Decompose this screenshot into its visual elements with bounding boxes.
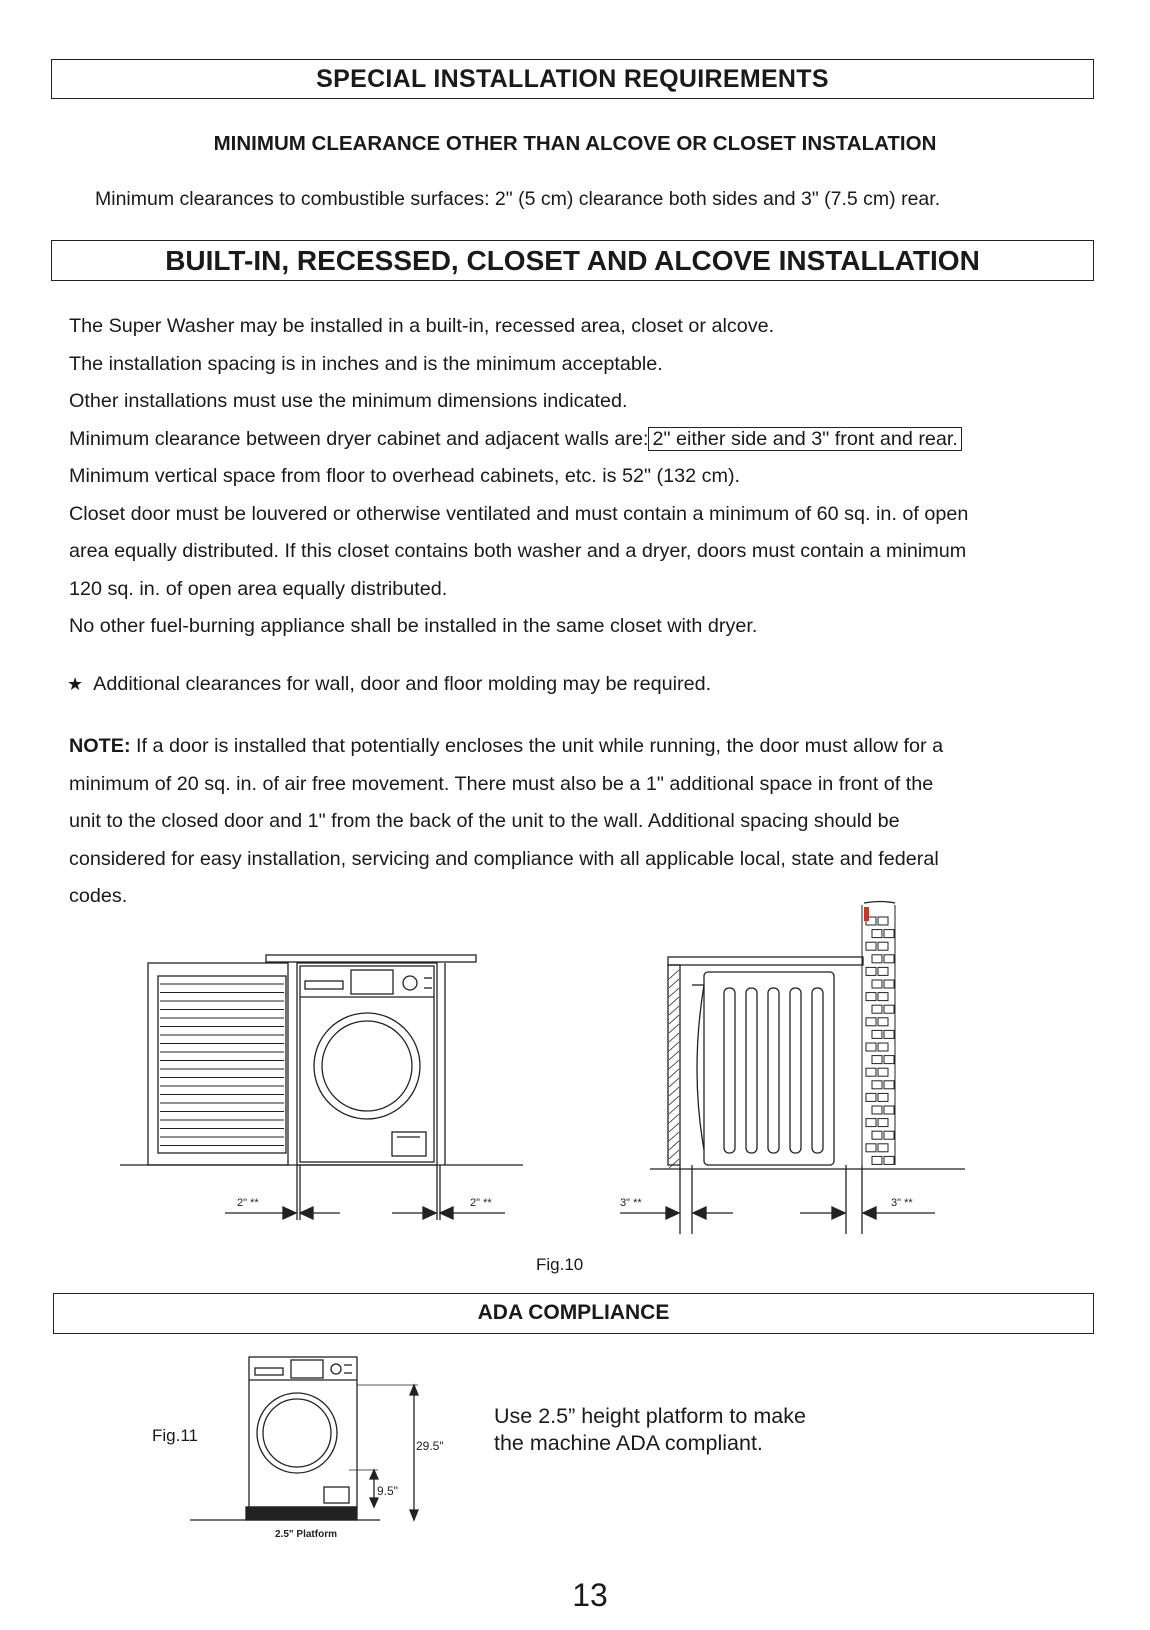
- hatch-line: [669, 1060, 679, 1069]
- brick: [878, 1093, 888, 1101]
- washer-front-body: [297, 963, 437, 1165]
- brick: [866, 1068, 876, 1076]
- detergent-drawer: [255, 1368, 283, 1375]
- side-rib: [746, 988, 757, 1153]
- note-line: codes.: [69, 885, 128, 907]
- brick: [872, 930, 882, 938]
- star-icon: ★: [67, 674, 84, 694]
- arrow-head-icon: [863, 1207, 876, 1219]
- louver-panel: [158, 976, 286, 1153]
- side-rib: [812, 988, 823, 1153]
- door-inner-ring: [322, 1021, 412, 1111]
- brick: [884, 930, 894, 938]
- brick: [878, 993, 888, 1001]
- side-rib: [768, 988, 779, 1153]
- brick-wall: [862, 905, 895, 1165]
- front-view-diagram: [120, 955, 523, 1220]
- wall-marker: [864, 907, 869, 921]
- figure-11-caption: Fig.11: [152, 1426, 198, 1445]
- arrow-head-icon: [832, 1207, 845, 1219]
- arrow-head-icon: [410, 1385, 418, 1395]
- section-title-ada: ADA COMPLIANCE: [53, 1293, 1094, 1334]
- brick: [878, 1144, 888, 1152]
- washer-door-profile: [697, 985, 704, 1150]
- filter-hatch: [392, 1132, 426, 1156]
- brick: [872, 1081, 882, 1089]
- arrow-head-icon: [693, 1207, 706, 1219]
- instruction-line: area equally distributed. If this closet contains both washer and a dryer, doors must contain a minimum: [69, 540, 967, 562]
- brick: [866, 1093, 876, 1101]
- brick: [872, 1056, 882, 1064]
- arrow-head-icon: [283, 1207, 296, 1219]
- brick: [884, 1156, 894, 1164]
- brick: [866, 993, 876, 1001]
- brick: [872, 1131, 882, 1139]
- minimum-clearance-subtitle: MINIMUM CLEARANCE OTHER THAN ALCOVE OR CLOSET INSTALATION: [213, 132, 937, 155]
- hatch-line: [669, 1159, 679, 1168]
- arrow-head-icon: [666, 1207, 679, 1219]
- note-line: minimum of 20 sq. in. of air free movement. There must also be a 1" additional space in front of the: [69, 772, 934, 795]
- hatch-line: [669, 988, 679, 997]
- ada-text-line: the machine ADA compliant.: [494, 1431, 763, 1455]
- brick: [884, 980, 894, 988]
- door-outer-ring: [314, 1013, 420, 1119]
- brick: [872, 1030, 882, 1038]
- note-line: unit to the closed door and 1" from the back of the unit to the wall. Additional spacing should be: [69, 810, 900, 832]
- brick: [872, 1106, 882, 1114]
- brick: [884, 1030, 894, 1038]
- brick: [878, 967, 888, 975]
- brick: [872, 980, 882, 988]
- brick: [866, 1018, 876, 1026]
- side-left-clearance-label: 3" **: [620, 1197, 642, 1209]
- ada-diagram: [190, 1357, 444, 1540]
- hatch-line: [669, 1150, 679, 1159]
- platform-label: 2.5" Platform: [275, 1529, 337, 1540]
- brick: [878, 1119, 888, 1127]
- brick: [866, 1043, 876, 1051]
- hatch-line: [669, 1105, 679, 1114]
- note-label: NOTE:: [69, 735, 131, 757]
- hatch-line: [669, 997, 679, 1006]
- brick: [866, 967, 876, 975]
- star-note-text: Additional clearances for wall, door and floor molding may be required.: [93, 673, 712, 695]
- hatch-line: [669, 970, 679, 979]
- hatch-line: [669, 1078, 679, 1087]
- side-rib: [724, 988, 735, 1153]
- framed-clearance-text: 2" either side and 3" front and rear.: [648, 427, 961, 451]
- door-inner-ring: [263, 1399, 331, 1467]
- louver-slats: [160, 984, 284, 1146]
- louvered-cabinet: [148, 963, 288, 1165]
- note-text: If a door is installed that potentially encloses the unit while running, the door must allow for a: [130, 735, 944, 757]
- display-panel: [351, 970, 393, 994]
- instruction-line: Minimum vertical space from floor to overhead cabinets, etc. is 52" (132 cm).: [69, 465, 741, 487]
- hatch-line: [669, 1069, 679, 1078]
- arrow-head-icon: [370, 1498, 378, 1507]
- arrow-head-icon: [300, 1207, 313, 1219]
- brick: [866, 1119, 876, 1127]
- ada-text-line: Use 2.5” height platform to make: [494, 1404, 806, 1428]
- height-label: 29.5": [416, 1439, 444, 1453]
- hatch-line: [669, 1006, 679, 1015]
- hatch-line: [669, 1051, 679, 1060]
- instruction-line: The installation spacing is in inches and is the minimum acceptable.: [69, 352, 663, 375]
- instruction-line: Closet door must be louvered or otherwise ventilated and must contain a minimum of 60 sq. in. of open: [69, 502, 969, 525]
- section-title-builtin: BUILT-IN, RECESSED, CLOSET AND ALCOVE INSTALLATION: [51, 240, 1094, 281]
- brick: [872, 1005, 882, 1013]
- instruction-line: 120 sq. in. of open area equally distributed.: [69, 577, 448, 600]
- brick: [884, 1131, 894, 1139]
- side-right-clearance-label: 3" **: [891, 1197, 913, 1209]
- display-panel: [291, 1360, 323, 1378]
- brick: [878, 1068, 888, 1076]
- brick: [878, 1018, 888, 1026]
- detergent-drawer: [305, 981, 343, 989]
- hatch-line: [669, 1132, 679, 1141]
- arrow-head-icon: [370, 1470, 378, 1479]
- hatch-line: [669, 1096, 679, 1105]
- brick: [884, 1005, 894, 1013]
- brick: [866, 1144, 876, 1152]
- brick: [878, 1043, 888, 1051]
- arrow-head-icon: [410, 1510, 418, 1520]
- figure-10-caption: Fig.10: [536, 1255, 584, 1274]
- knob-icon: [331, 1364, 341, 1374]
- hatch-line: [669, 1114, 679, 1123]
- brick: [884, 1106, 894, 1114]
- instruction-line: The Super Washer may be installed in a built-in, recessed area, closet or alcove.: [69, 315, 775, 337]
- wall-break-line: [864, 902, 895, 904]
- knob-icon: [403, 976, 417, 990]
- brick: [872, 955, 882, 963]
- arrow-head-icon: [423, 1207, 436, 1219]
- front-left-clearance-label: 2" **: [237, 1197, 259, 1209]
- hatch-line: [669, 1123, 679, 1132]
- hatch-line: [669, 1042, 679, 1051]
- front-right-clearance-label: 2" **: [470, 1197, 492, 1209]
- brick: [872, 1156, 882, 1164]
- brick: [884, 1081, 894, 1089]
- instruction-line: No other fuel-burning appliance shall be installed in the same closet with dryer.: [69, 615, 758, 637]
- side-view-diagram: [620, 902, 965, 1235]
- brick: [866, 942, 876, 950]
- page-number: 13: [572, 1577, 608, 1613]
- overhead-shelf: [668, 957, 863, 965]
- arrow-head-icon: [440, 1207, 453, 1219]
- platform: [246, 1507, 357, 1520]
- filter-hatch: [324, 1487, 349, 1503]
- countertop: [266, 955, 476, 962]
- combustible-clearance-text: Minimum clearances to combustible surfaces: 2" (5 cm) clearance both sides and 3" (7.5 cm) rear.: [95, 188, 941, 210]
- brick: [884, 955, 894, 963]
- door-hatching: [669, 970, 679, 1168]
- hatch-line: [669, 1141, 679, 1150]
- hatch-line: [669, 1087, 679, 1096]
- hatch-line: [669, 979, 679, 988]
- instruction-text: Minimum clearance between dryer cabinet and adjacent walls are:: [69, 427, 649, 450]
- door-outer-ring: [257, 1393, 337, 1473]
- hatch-line: [669, 1033, 679, 1042]
- hatch-line: [669, 1015, 679, 1024]
- side-rib: [790, 988, 801, 1153]
- section-title-special-installation: SPECIAL INSTALLATION REQUIREMENTS: [51, 59, 1094, 99]
- hatch-line: [669, 1024, 679, 1033]
- brick: [878, 917, 888, 925]
- door-height-label: 9.5": [377, 1484, 398, 1498]
- note-line: considered for easy installation, servicing and compliance with all applicable local, state and federal: [69, 847, 939, 870]
- instruction-line: Other installations must use the minimum dimensions indicated.: [69, 390, 628, 412]
- brick: [878, 942, 888, 950]
- brick: [884, 1056, 894, 1064]
- ada-instruction: [494, 1403, 806, 1457]
